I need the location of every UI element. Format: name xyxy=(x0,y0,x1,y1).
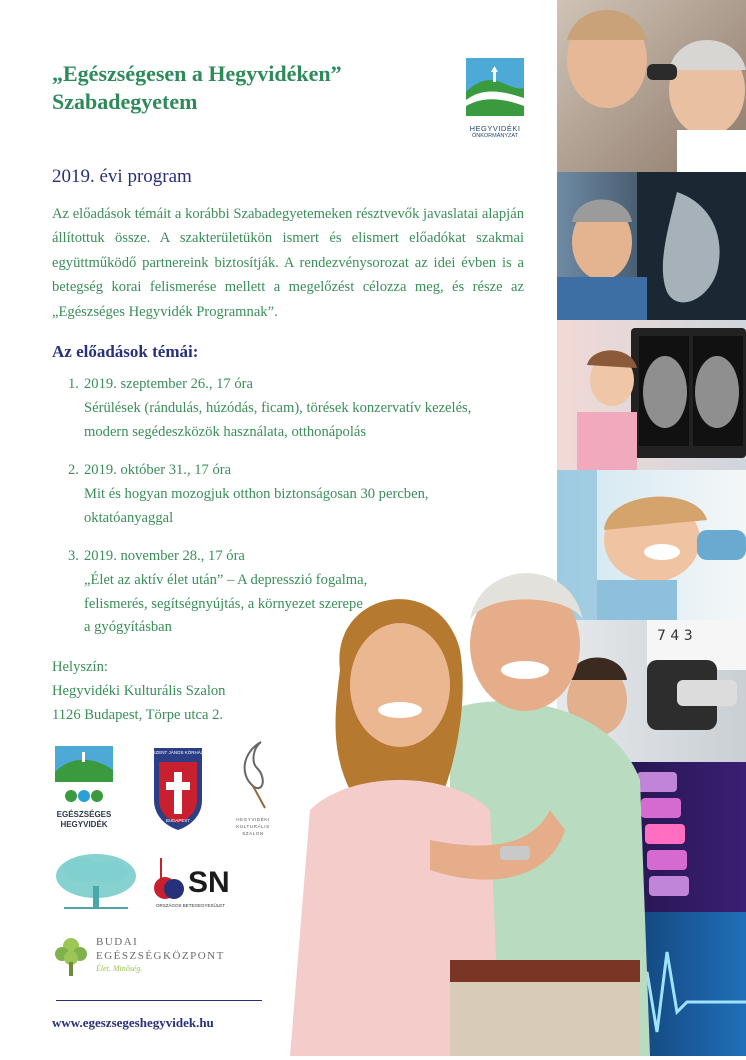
szalon-text-2: KULTURÁLIS xyxy=(236,824,270,829)
page-title xyxy=(52,60,342,116)
lecture-date: 2019. október 31., 17 óra xyxy=(84,462,232,478)
osn-mark-icon xyxy=(152,856,186,908)
venue-address: 1126 Budapest, Törpe utca 2. xyxy=(52,707,224,724)
lecture-date: 2019. szeptember 26., 17 óra xyxy=(84,376,253,392)
lecture-topic-line: modern segédeszközök használata, otthonápolás xyxy=(84,423,367,440)
szent-janos-korhaz-logo xyxy=(150,742,206,836)
budai-text-2: EGÉSZSÉGKÖZPONT xyxy=(96,950,225,962)
osn-text: SN xyxy=(188,866,230,899)
lecture-date: 2019. november 28., 17 óra xyxy=(84,548,245,564)
photo-ear-exam xyxy=(557,0,746,172)
szent-janos-text: SZENT JÁNOS KÓRHÁZ xyxy=(152,750,204,755)
lecture-topic-line: Mit és hogyan mozogjuk otthon biztonságosan 30 percben, xyxy=(84,485,429,502)
xray-illustration xyxy=(557,172,746,320)
photo-mammography xyxy=(557,320,746,470)
lecture-item xyxy=(68,373,471,444)
lecture-number: 2. xyxy=(68,462,79,478)
venue-label: Helyszín: xyxy=(52,659,108,675)
venue-name: Hegyvidéki Kulturális Szalon xyxy=(52,683,226,700)
intro-paragraph: Az előadások témáit a korábbi Szabadegyetemeken résztvevők javaslatai alapján állítottuk össze. A szakterületükön ismert és elismert előadókat szakmai együttműködő partnereink biztosítják. A rendezvénysorozat az idei évben is a betegség korai felismerése mellett a megelőzést célozza meg, és része az „Egészséges Hegyvidék Programnak”. xyxy=(52,206,524,320)
budai-tree-icon xyxy=(52,934,90,976)
venue-block xyxy=(52,655,225,728)
title-line-1: „Egészségesen a Hegyvidéken” xyxy=(52,61,342,86)
org-logo-sub: ÖNKORMÁNYZAT xyxy=(471,133,519,139)
lecture-topic-line: Sérülések (rándulás, húzódás, ficam), törések konzervatív kezelés, xyxy=(84,399,472,416)
szalon-text-1: HEGYVIDÉKI xyxy=(236,817,270,822)
egeszseges-hegyvidek-logo xyxy=(52,744,116,830)
egeszseges-logo-text-2: HEGYVIDÉK xyxy=(60,820,108,829)
footer-divider xyxy=(56,1000,262,1001)
lecture-topic-line: a gyógyításban xyxy=(84,619,172,636)
title-line-2: Szabadegyetem xyxy=(52,89,198,114)
lecture-item xyxy=(68,459,429,530)
egeszseges-logo-text-1: EGÉSZSÉGES xyxy=(56,810,112,819)
org-logo-name: HEGYVIDÉKI xyxy=(469,124,521,133)
svg-text:7 4 3: 7 4 3 xyxy=(657,628,693,644)
lecture-topic-line: oktatóanyaggal xyxy=(84,509,174,526)
topics-heading: Az előadások témái: xyxy=(52,342,199,361)
doctor-ear-exam-illustration xyxy=(557,0,746,172)
photo-xray-doctor xyxy=(557,172,746,320)
program-year-heading: 2019. évi program xyxy=(52,166,192,187)
senior-couple-illustration xyxy=(250,550,650,1056)
budai-text-1: BUDAI xyxy=(96,936,139,948)
tree-icon xyxy=(52,850,140,912)
couple-photo xyxy=(250,550,650,1056)
budai-egeszsegkozpont-logo xyxy=(52,934,242,978)
lecture-topic-line: „Élet az aktív élet után” – A depresszió fogalma, xyxy=(84,571,368,588)
tree-logo xyxy=(52,850,140,916)
mammography-illustration xyxy=(557,320,746,470)
szalon-leaf-icon xyxy=(233,738,273,812)
website-link[interactable]: www.egeszsegeshegyvidek.hu xyxy=(52,1015,214,1030)
budapest-text: BUDAPEST xyxy=(165,818,191,823)
lecture-number: 1. xyxy=(68,376,79,392)
hill-landscape-icon xyxy=(466,58,524,116)
hegyvideki-kulturalis-szalon-logo xyxy=(228,738,278,837)
lecture-number: 3. xyxy=(68,548,79,564)
osn-sub-text: ORSZÁGOS BETEGEGYESÜLET xyxy=(156,903,226,908)
budai-slogan: Élet. Minőség. xyxy=(96,964,143,973)
lecture-topic-line: felismerés, segítségnyújtás, a környezet szerepe xyxy=(84,595,363,612)
hegyvideki-onkormanyzat-logo xyxy=(466,58,524,139)
szalon-text-3: SZALON xyxy=(242,831,264,836)
egeszseges-hegyvidek-mark-icon xyxy=(53,744,115,806)
